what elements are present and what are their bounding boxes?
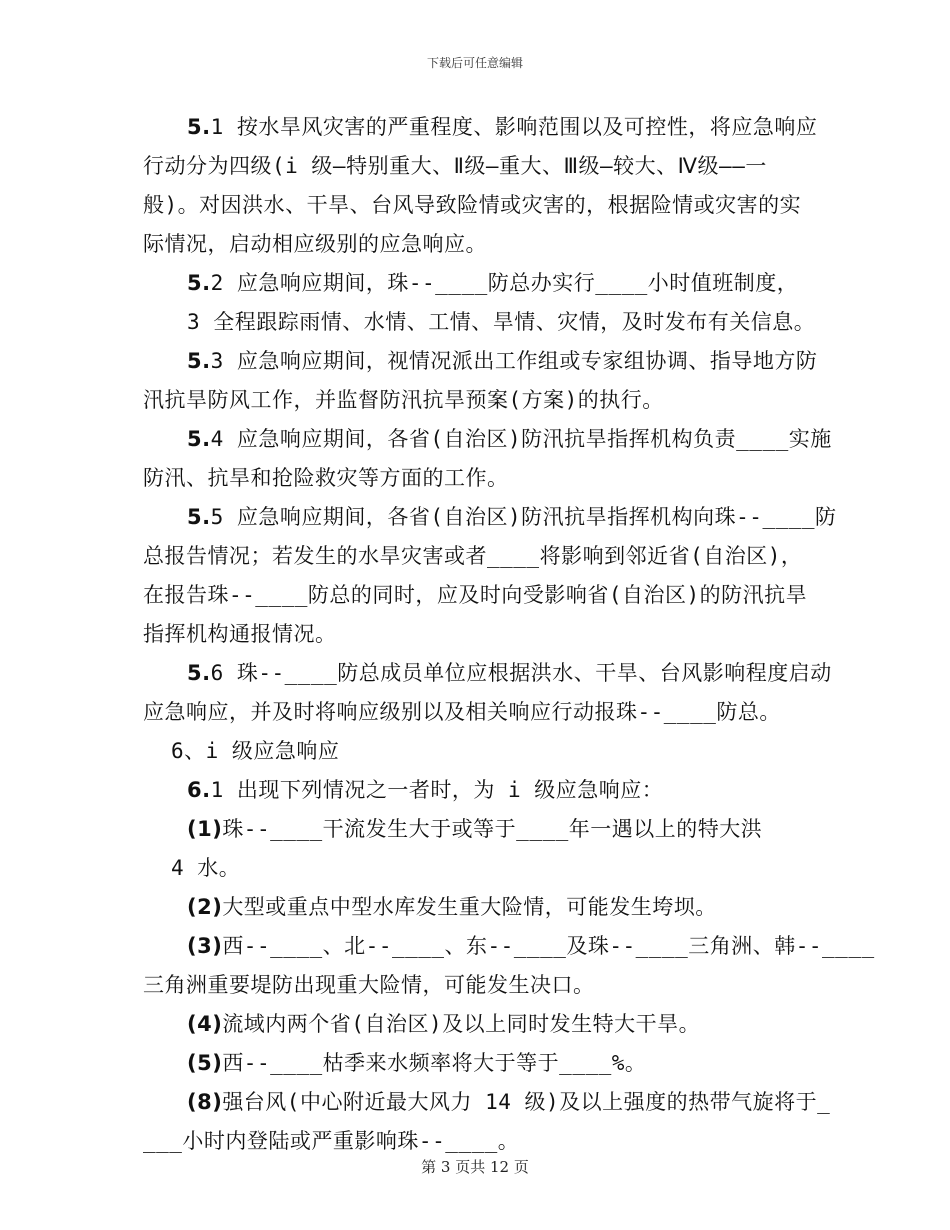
paragraph-line (143, 303, 823, 342)
line-text: ___小时内登陆或严重影响珠--____。 (143, 1129, 520, 1153)
page-footer: 第 3 页共 12 页 (421, 1158, 529, 1176)
line-text: 三角洲重要堤防出现重大险情，可能发生决口。 (143, 973, 595, 997)
paragraph-line (143, 693, 823, 732)
list-item (143, 927, 875, 966)
paragraph-line (143, 225, 823, 264)
line-text: 行动分为四级(i 级—特别重大、Ⅱ级—重大、Ⅲ级—较大、Ⅳ级——一 (143, 154, 767, 178)
document-body (143, 108, 875, 1161)
list-item (143, 888, 823, 927)
clause-number: 6. (187, 778, 211, 802)
line-text: 西--____、北--____、东--____及珠--____三角洲、韩--____ (222, 934, 875, 958)
line-text: 应急响应，并及时将响应级别以及相关响应行动报珠--____防总。 (143, 700, 781, 724)
line-text: 1 按水旱风灾害的严重程度、影响范围以及可控性，将应急响应 (210, 115, 818, 139)
item-number: (8) (187, 1090, 223, 1114)
paragraph-line (143, 186, 823, 225)
item-number: (3) (187, 934, 223, 958)
clause-number: 5. (187, 661, 211, 685)
paragraph-line (143, 264, 823, 303)
line-text: 4 应急响应期间，各省(自治区)防汛抗旱指挥机构负责____实施 (210, 427, 832, 451)
list-item-continuation (143, 966, 823, 1005)
line-text: 6、i 级应急响应 (171, 739, 340, 763)
paragraph-line (143, 147, 823, 186)
line-text: 在报告珠--____防总的同时，应及时向受影响省(自治区)的防汛抗旱 (143, 583, 808, 607)
line-text: 4 水。 (171, 856, 241, 880)
line-text: 大型或重点中型水库发生重大险情，可能发生垮坝。 (222, 895, 717, 919)
line-text: 6 珠--____防总成员单位应根据洪水、干旱、台风影响程度启动 (210, 661, 832, 685)
line-text: 流域内两个省(自治区)及以上同时发生特大干旱。 (222, 1012, 701, 1036)
list-item (143, 810, 823, 849)
paragraph-line (143, 615, 823, 654)
line-text: 指挥机构通报情况。 (143, 622, 337, 646)
list-item (143, 1005, 823, 1044)
clause-number: 5. (187, 505, 211, 529)
line-text: 西--____枯季来水频率将大于等于____%。 (222, 1051, 647, 1075)
line-text: 汛抗旱防风工作，并监督防汛抗旱预案(方案)的执行。 (143, 388, 664, 412)
line-text: 3 应急响应期间，视情况派出工作组或专家组协调、指导地方防 (210, 349, 818, 373)
page-header: 下载后可任意编辑 (426, 56, 523, 70)
list-item (143, 1083, 831, 1122)
item-number: (1) (187, 817, 223, 841)
line-text: 总报告情况；若发生的水旱灾害或者____将影响到邻近省(自治区)， (143, 544, 803, 568)
line-text: 1 出现下列情况之一者时，为 i 级应急响应： (210, 778, 664, 802)
line-text: 3 全程跟踪雨情、水情、工情、旱情、灾情，及时发布有关信息。 (187, 310, 816, 334)
item-number: (2) (187, 895, 223, 919)
list-item-continuation (143, 849, 823, 888)
list-item (143, 1044, 823, 1083)
line-text: 2 应急响应期间，珠--____防总办实行____小时值班制度， (210, 271, 799, 295)
paragraph-line (143, 381, 823, 420)
line-text: 际情况，启动相应级别的应急响应。 (143, 232, 487, 256)
line-text: 珠--____干流发生大于或等于____年一遇以上的特大洪 (222, 817, 763, 841)
item-number: (5) (187, 1051, 223, 1075)
paragraph-line (143, 459, 823, 498)
line-text: 般)。对因洪水、干旱、台风导致险情或灾害的，根据险情或灾害的实 (143, 193, 802, 217)
line-text: 强台风(中心附近最大风力 14 级)及以上强度的热带气旋将于_ (222, 1090, 831, 1114)
item-number: (4) (187, 1012, 223, 1036)
section-heading (143, 732, 823, 771)
paragraph-line (143, 771, 823, 810)
clause-number: 5. (187, 115, 211, 139)
line-text: 防汛、抗旱和抢险救灾等方面的工作。 (143, 466, 509, 490)
clause-number: 5. (187, 349, 211, 373)
paragraph-line (143, 342, 823, 381)
paragraph-line (143, 576, 823, 615)
clause-number: 5. (187, 271, 211, 295)
paragraph-line (143, 108, 823, 147)
paragraph-line (143, 537, 823, 576)
paragraph-line (143, 654, 832, 693)
paragraph-line (143, 420, 832, 459)
paragraph-line (143, 498, 837, 537)
line-text: 5 应急响应期间，各省(自治区)防汛抗旱指挥机构向珠--____防 (210, 505, 837, 529)
clause-number: 5. (187, 427, 211, 451)
